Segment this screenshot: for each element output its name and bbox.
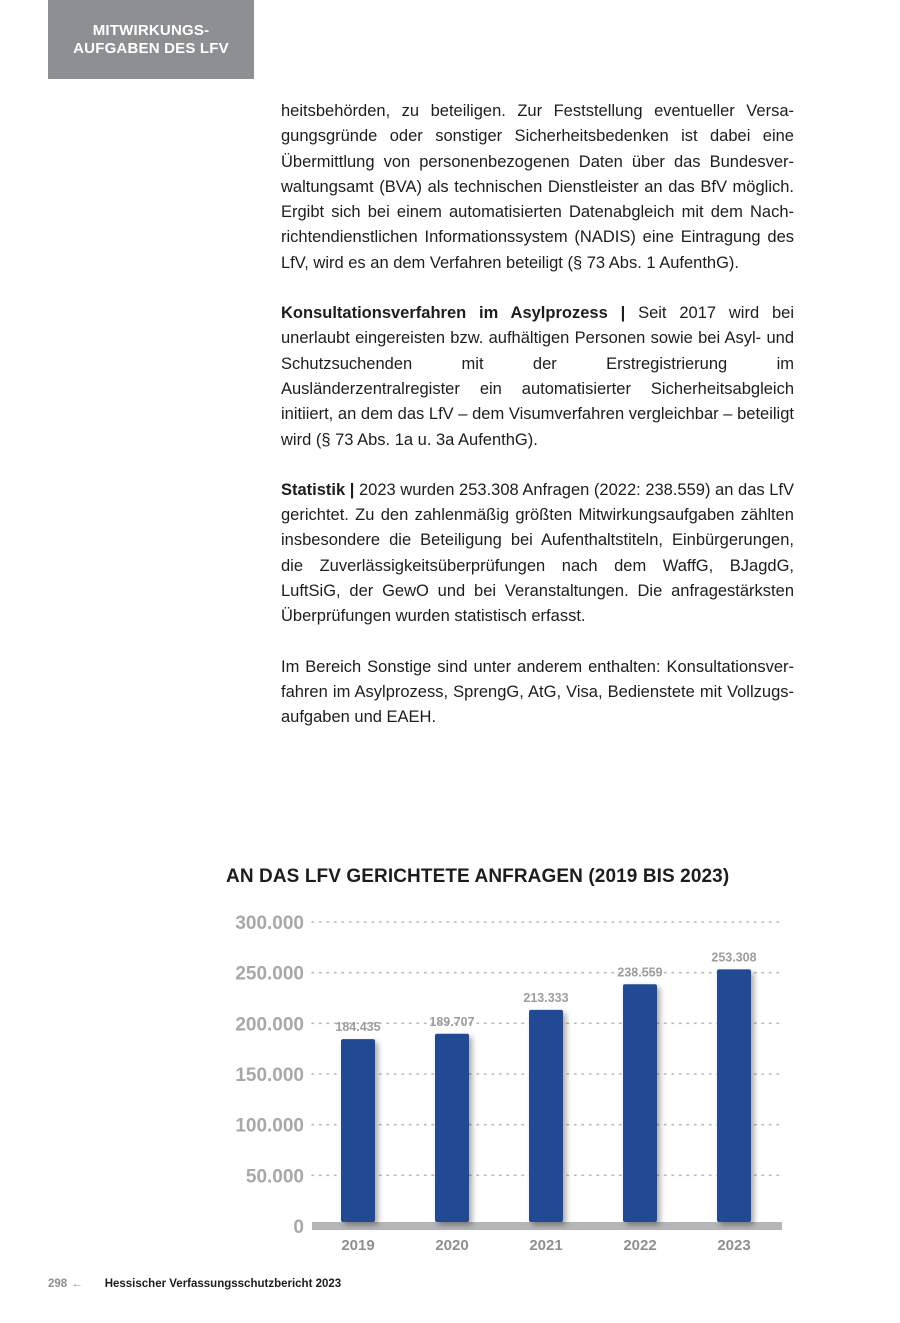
paragraph-heading: Statistik |: [281, 480, 355, 499]
paragraph-body: Seit 2017 wird bei unerlaubt eingereisten bzw. aufhältigen Personen sowie bei Asyl- und Schutzsuchenden mit der Erstregistrierung im Ausländerzentralregister ein automatisierter Sicherheitsabgleich initiiert, an dem das LfV – dem Visumverfahren vergleichbar – beteiligt wird (§ 73 Abs. 1a u. 3a AufenthG).: [281, 304, 795, 449]
body-text: [281, 99, 794, 756]
paragraph-body: 2023 wurden 253.308 Anfragen (2022: 238.559) an das LfV gerichtet. Zu den zahlenmäßig größten Mitwirkungsaufgaben zählten insbesondere die Beteiligung bei Aufenthaltstiteln, Einbürgerungen, die Zuverlässigkeitsüberprüfungen nach dem WaffG, BJagdG, LuftSiG, der GewO und bei Veranstaltungen. Die anfragestärksten Überprüfungen wurden statistisch erfasst.: [281, 480, 794, 626]
bar-value-label: 253.308: [711, 950, 757, 965]
y-tick-label: 100.000: [235, 1115, 304, 1137]
section-title-line2: AUFGABEN DES LFV: [73, 39, 229, 57]
back-arrow-icon: ←: [71, 1278, 83, 1290]
document-title: Hessischer Verfassungsschutzbericht 2023: [104, 1278, 342, 1290]
y-tick-label: 50.000: [245, 1166, 304, 1188]
x-axis-baseline: [312, 1222, 782, 1230]
bar-2022: [623, 984, 657, 1222]
x-tick-label: 2022: [623, 1237, 657, 1254]
paragraph-heading: Konsultationsverfahren im Asylprozess |: [281, 304, 626, 323]
section-title-line1: MITWIRKUNGS-: [92, 21, 210, 39]
paragraph-konsultationsverfahren: [281, 301, 794, 453]
bar-2021: [529, 1010, 563, 1222]
bar-value-label: 238.559: [617, 965, 663, 980]
paragraph-sonstige: Im Bereich Sonstige sind unter anderem enthalten: Konsultationsverfahren im Asylprozess, SprengG, AtG, Visa, Bedienstete mit Vollzugsaufgaben und EAEH.: [281, 657, 794, 727]
x-tick-label: 2020: [435, 1237, 469, 1254]
paragraph-intro: heitsbehörden, zu beteiligen. Zur Feststellung eventueller Versagungsgründe oder sonstiger Sicherheitsbedenken ist dabei eine Übermittlung von personenbezogenen Daten über das Bundesverwaltungsamt (BVA) als technischen Dienstleister an das BfV möglich. Ergibt sich bei einem automatisierten Datenabgleich mit dem Nachrichtendienstlichen Informationssystem (NADIS) eine Eintragung des LfV, wird es an dem Verfahren beteiligt (§ 73 Abs. 1 AufenthG).: [281, 102, 794, 272]
y-tick-label: 200.000: [235, 1014, 304, 1036]
y-tick-label: 250.000: [235, 963, 304, 985]
bar-value-label: 184.435: [335, 1020, 381, 1035]
chart-title: AN DAS LFV GERICHTETE ANFRAGEN (2019 BIS 2023): [226, 866, 730, 887]
page-footer: [48, 1278, 341, 1290]
x-tick-label: 2021: [529, 1237, 563, 1254]
bar-value-label: 189.707: [429, 1014, 475, 1029]
section-tab: [48, 0, 254, 79]
paragraph-statistik: [281, 478, 794, 630]
bar-chart: [0, 900, 900, 1270]
bar-2019: [341, 1039, 375, 1222]
bar-2023: [717, 969, 751, 1222]
page-number: 298: [48, 1278, 68, 1290]
bar-2020: [435, 1034, 469, 1222]
x-tick-label: 2023: [717, 1237, 751, 1254]
y-tick-label: 150.000: [235, 1065, 304, 1086]
bar-value-label: 213.333: [523, 990, 569, 1005]
y-tick-label: 300.000: [235, 913, 304, 934]
y-tick-label: 0: [293, 1217, 304, 1238]
x-tick-label: 2019: [341, 1237, 375, 1254]
